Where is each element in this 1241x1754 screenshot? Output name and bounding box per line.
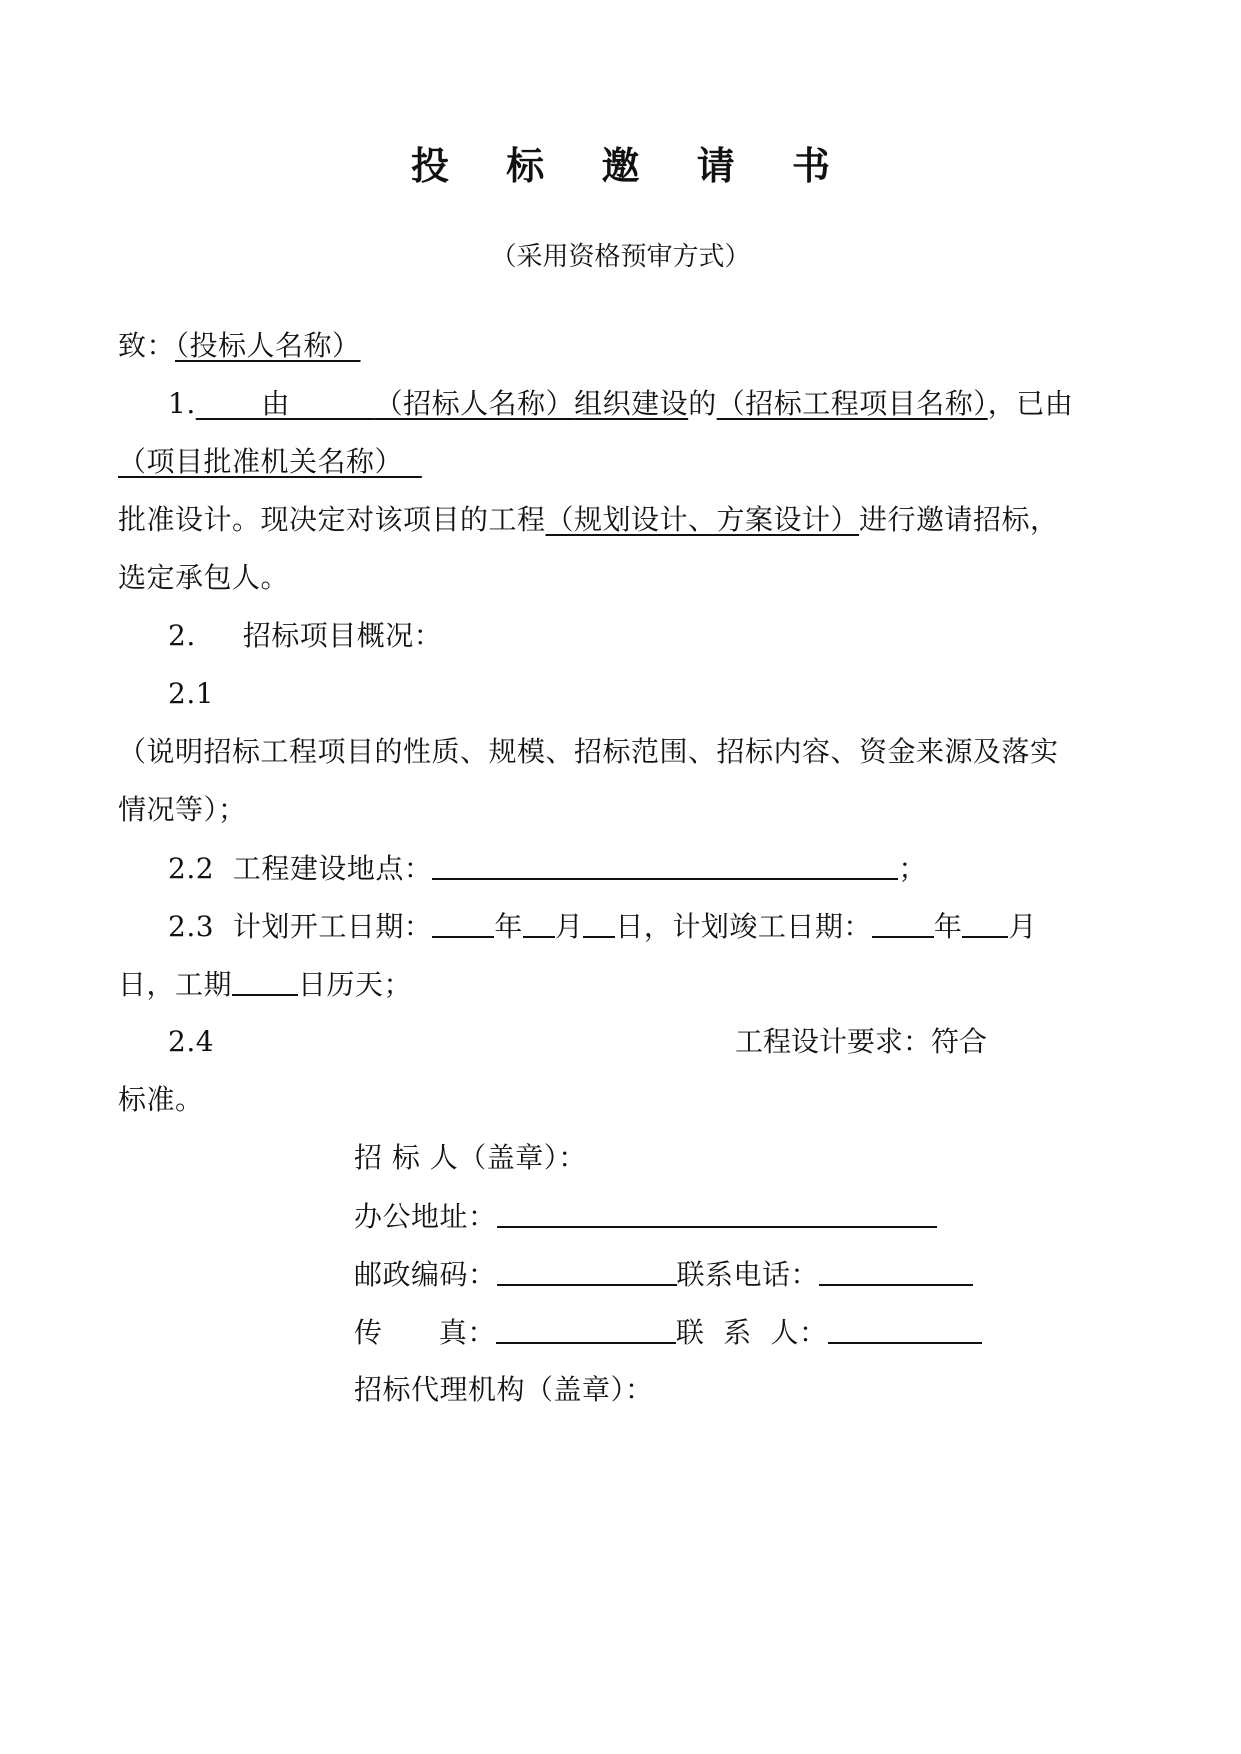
- addressee-line: [118, 328, 370, 364]
- section-2-2-line: [168, 850, 927, 887]
- p1-invite: 进行邀请招标，: [859, 503, 1059, 536]
- phone-label: 联系电话：: [676, 1258, 820, 1291]
- signature-fax-line: [354, 1314, 982, 1351]
- fax-blank[interactable]: [496, 1314, 676, 1344]
- s23-day-comma: 日，: [615, 910, 673, 943]
- section-2-1-text-line-1: （说明招标工程项目的性质、规模、招标范围、招标内容、资金来源及落实: [118, 735, 1059, 768]
- start-month-blank[interactable]: [523, 908, 555, 938]
- contact-blank[interactable]: [828, 1314, 982, 1344]
- s23-end-label: 计划竣工日期：: [672, 910, 872, 943]
- s23-start-label: 计划开工日期：: [232, 910, 433, 943]
- start-day-blank[interactable]: [583, 908, 615, 938]
- p1-select: 选定承包人。: [118, 561, 290, 594]
- paragraph-1-line-2: [118, 444, 422, 480]
- s23-month-2: 月: [1008, 910, 1037, 943]
- section-2-4-text-line-2: 标准。: [118, 1083, 204, 1116]
- address-label: 办公地址：: [354, 1200, 497, 1233]
- end-year-blank[interactable]: [872, 908, 934, 938]
- postcode-label: 邮政编码：: [354, 1258, 497, 1291]
- end-month-blank[interactable]: [962, 908, 1008, 938]
- p1-approved: 批准设计。现决定对该项目的工程: [118, 503, 546, 536]
- addressee-label: 致：: [118, 329, 176, 362]
- start-year-blank[interactable]: [432, 908, 494, 938]
- p1-by: 由: [261, 387, 291, 420]
- paragraph-1-line-4: [118, 560, 289, 596]
- section-2-3-line-1: [168, 908, 1037, 945]
- section-2-3-line-2: [118, 966, 412, 1003]
- document-title: 投 标 邀 请 书: [411, 143, 852, 188]
- document-subtitle: （采用资格预审方式）: [490, 242, 751, 272]
- contact-label: 联 系 人：: [675, 1316, 828, 1349]
- signature-postcode-line: [354, 1256, 973, 1293]
- p1-already: ，已由: [987, 387, 1074, 420]
- s23-duration: 工期: [175, 968, 233, 1001]
- site-location-blank[interactable]: [432, 850, 898, 880]
- addressee-value: （投标人名称）: [175, 329, 361, 362]
- s22-number: 2.2: [168, 852, 215, 885]
- fax-label: 传 真：: [354, 1316, 496, 1349]
- paragraph-1-line-3: [118, 502, 1059, 538]
- section-2-4-text: 工程设计要求：符合: [734, 1025, 987, 1058]
- address-blank[interactable]: [497, 1198, 937, 1228]
- s2-label: 招标项目概况：: [242, 619, 443, 652]
- signature-address-line: [354, 1198, 937, 1235]
- section-2-heading: [168, 618, 442, 654]
- p1-de: 的: [688, 387, 717, 420]
- duration-blank[interactable]: [232, 966, 298, 996]
- s23-year-2: 年: [933, 910, 963, 943]
- paragraph-1-line-1: [168, 386, 1073, 422]
- s22-end: ；: [898, 852, 927, 885]
- p1-number: 1.: [168, 387, 196, 420]
- s23-number: 2.3: [168, 910, 215, 943]
- s22-label: 工程建设地点：: [232, 852, 433, 885]
- p1-organized: 组织建设: [574, 387, 689, 420]
- signature-agency: 招标代理机构（盖章）：: [354, 1373, 654, 1406]
- signature-tenderer: 招 标 人（盖章）：: [354, 1141, 587, 1174]
- p1-project: （招标工程项目名称）: [716, 387, 988, 420]
- postcode-blank[interactable]: [497, 1256, 677, 1286]
- s23-month-1: 月: [554, 910, 584, 943]
- phone-blank[interactable]: [819, 1256, 973, 1286]
- s2-number: 2.: [168, 619, 196, 652]
- s23-year-1: 年: [494, 910, 523, 943]
- section-2-1-number: 2.1: [168, 677, 215, 710]
- s23-calendar-days: 日历天；: [298, 968, 413, 1001]
- section-2-4-number: 2.4: [168, 1025, 215, 1058]
- s23-day: 日，: [118, 968, 176, 1001]
- p1-tenderer: （招标人名称）: [374, 387, 575, 420]
- section-2-1-text-line-2: 情况等）；: [118, 793, 247, 826]
- p1-design-type: （规划设计、方案设计）: [545, 503, 860, 536]
- p1-authority: （项目批准机关名称）: [118, 445, 404, 478]
